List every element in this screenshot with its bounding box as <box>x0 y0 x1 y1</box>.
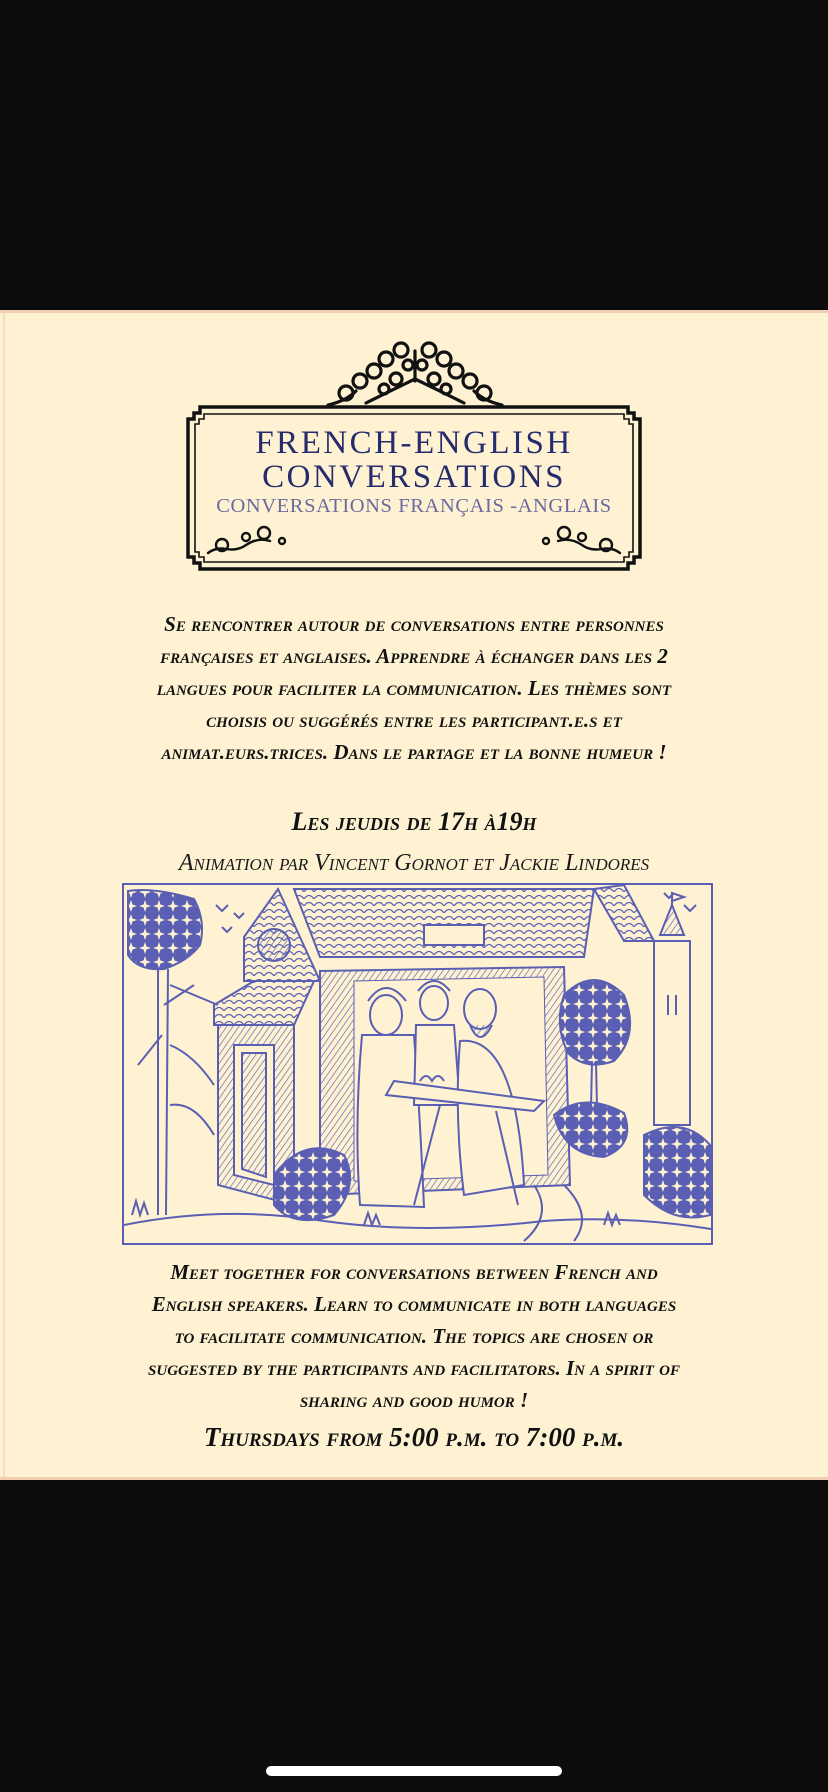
woodcut-illustration <box>122 883 713 1245</box>
french-description-line: langues pour faciliter la communication. Les thèmes sont <box>156 676 672 700</box>
title-subtitle: CONVERSATIONS FRANÇAIS -ANGLAIS <box>216 495 612 517</box>
animators-credit: Animation par Vincent Gornot et Jackie Lindores <box>178 850 650 876</box>
event-poster <box>0 310 828 1480</box>
title-block <box>186 405 642 571</box>
french-description-line: françaises et anglaises. Apprendre à échanger dans les 2 <box>160 644 668 668</box>
woodcut-scene-icon <box>124 885 711 1243</box>
scroll-ornament-icon <box>326 341 504 407</box>
home-indicator[interactable] <box>266 1766 562 1776</box>
title-heading-line2: CONVERSATIONS <box>262 459 566 495</box>
french-description-line: Se rencontrer autour de conversations entre personnes <box>164 612 664 636</box>
english-description-line: sharing and good humor ! <box>299 1388 529 1412</box>
french-description-line: animat.eurs.trices. Dans le partage et la bonne humeur ! <box>161 740 667 764</box>
french-description <box>20 608 808 768</box>
english-description-line: English speakers. Learn to communicate in both languages <box>151 1292 677 1316</box>
title-heading-line1: FRENCH-ENGLISH <box>255 425 573 461</box>
french-description-line: choisis ou suggérés entre les participant.e.s et <box>206 708 622 732</box>
english-description-line: suggested by the participants and facilitators. In a spirit of <box>148 1356 680 1380</box>
schedule-french: Les jeudis de 17h à19h <box>291 807 537 836</box>
english-description-line: to facilitate communication. The topics are chosen or <box>174 1324 654 1348</box>
english-description-line: Meet together for conversations between French and <box>170 1260 658 1284</box>
english-description <box>20 1256 808 1416</box>
schedule-english: Thursdays from 5:00 p.m. to 7:00 p.m. <box>203 1422 625 1452</box>
